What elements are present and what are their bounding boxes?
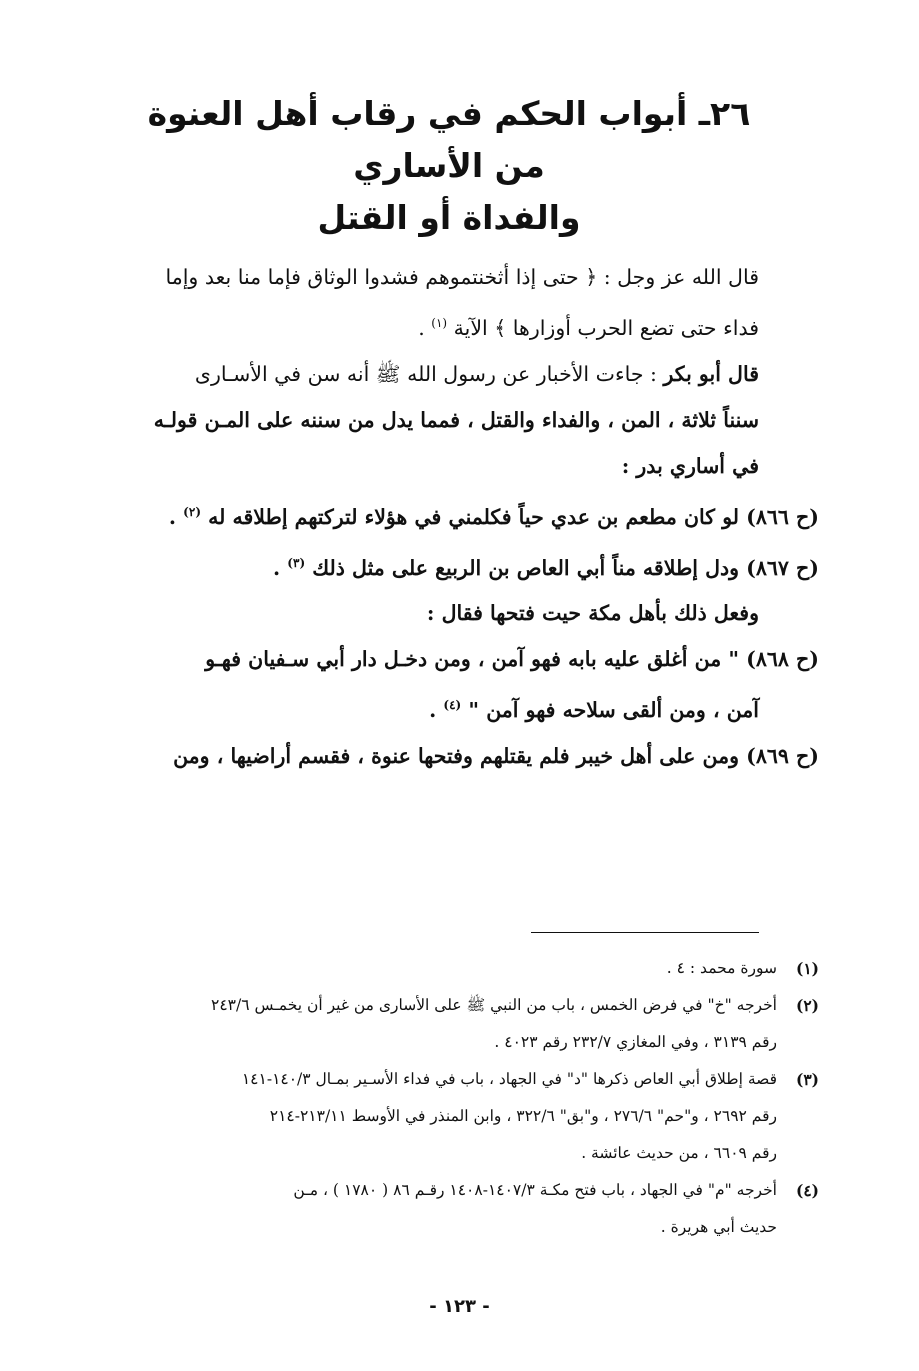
hadith-867-label: (ح ٨٦٧)	[746, 555, 819, 580]
footnote-4	[107, 1172, 819, 1246]
hadith-869-text: ومن على أهل خيبر فلم يقتلهم وفتحها عنوة ، فقسم أراضيها ، ومن	[173, 744, 747, 769]
hadith-867-end: .	[273, 555, 288, 580]
hadith-867	[119, 540, 819, 591]
footnote-number: (١)	[795, 959, 819, 978]
hadith-866-end: .	[168, 504, 184, 529]
hadith-869-label: (ح ٨٦٩)	[746, 744, 819, 769]
hadith-866-label: (ح ٨٦٦)	[746, 504, 819, 529]
hadith-866-text: لو كان مطعم بن عدي حياً فكلمني في هؤلاء لتركتهم إطلاقه له	[201, 504, 747, 529]
intro-line-2-end: .	[418, 315, 432, 340]
footnote-number: (٢)	[795, 996, 819, 1015]
footnote-number: (٤)	[795, 1181, 819, 1200]
footnote-3	[107, 1061, 819, 1172]
chapter-title	[129, 88, 769, 244]
footnote-line: أخرجه "م" في الجهاد ، باب فتح مكـة ١٤٠٧/٣-١٤٠٨ رقـم ٨٦ ( ١٧٨٠ ) ، مـن	[293, 1181, 777, 1199]
footnote-body	[107, 987, 777, 1061]
intro-line-2	[119, 300, 759, 351]
hadith-868-label: (ح ٨٦٨)	[746, 647, 819, 672]
main-text	[119, 254, 819, 779]
footnote-1	[107, 950, 819, 987]
hadith-868-text-2: آمن ، ومن ألقى سلاحه فهو آمن "	[461, 698, 759, 723]
hadith-868-line-2	[119, 682, 759, 733]
hadith-868-text-1: " من أغلق عليه بابه فهو آمن ، ومن دخـل دار أبي سـفيان فهـو	[205, 647, 747, 672]
abu-bakr-label: قال أبو بكر	[663, 361, 759, 386]
hadith-867-text: ودل إطلاقه مناً أبي العاص بن الربيع على مثل ذلك	[305, 555, 747, 580]
abu-bakr-line-3: في أساري بدر :	[621, 453, 759, 478]
footnote-line: رقم ٢٦٩٢ ، و"حم" ٢٧٦/٦ ، و"بق" ٣٢٢/٦ ، وابن المنذر في الأوسط ٢١٣/١١-٢١٤	[269, 1107, 777, 1125]
footnote-body	[107, 1172, 777, 1246]
hadith-868-line-1	[119, 636, 819, 682]
footnote-mark-1: (١)	[431, 316, 448, 330]
footnotes	[107, 950, 819, 1246]
footnote-body	[107, 1061, 777, 1172]
chapter-title-line-1: ٢٦ـ أبواب الحكم في رقاب أهل العنوة من الأساري	[147, 94, 751, 185]
footnote-mark-2: (٢)	[183, 504, 201, 519]
intro-line-2-text: فداء حتى تضع الحرب أوزارها ﴾ الآية	[453, 315, 759, 340]
footnote-2	[107, 987, 819, 1061]
abu-bakr-line-2: سنناً ثلاثة ، المن ، والفداء والقتل ، فمما يدل من سننه على المـن قولـه	[153, 407, 759, 432]
footnote-line: قصة إطلاق أبي العاص ذكرها "د" في الجهاد ، باب في فداء الأسـير بمـال ١٤٠/٣-١٤١	[241, 1070, 777, 1088]
footnote-mark-4: (٤)	[443, 698, 462, 713]
hadith-868-end: .	[429, 698, 444, 723]
page-number: - ١٢٣ -	[429, 1296, 490, 1317]
footnote-line: سورة محمد : ٤ .	[666, 959, 777, 977]
footnote-line: حديث أبي هريرة .	[660, 1218, 777, 1236]
footnote-line: رقم ٣١٣٩ ، وفي المغازي ٢٣٢/٧ رقم ٤٠٢٣ .	[494, 1033, 777, 1051]
makkah-line: وفعل ذلك بأهل مكة حيت فتحها فقال :	[426, 601, 759, 626]
intro-line-1: قال الله عز وجل : ﴿ حتى إذا أثخنتموهم فشدوا الوثاق فإما منا بعد وإما	[165, 265, 759, 289]
footnote-number: (٣)	[795, 1070, 819, 1089]
footnote-line: أخرجه "خ" في فرض الخمس ، باب من النبي ﷺ على الأسارى من غير أن يخمـس ٢٤٣/٦	[211, 996, 777, 1014]
abu-bakr-line-1	[119, 351, 759, 397]
chapter-title-line-2: والفداة أو القتل	[317, 198, 581, 237]
footnote-line: رقم ٦٦٠٩ ، من حديث عائشة .	[581, 1144, 777, 1162]
hadith-869	[119, 733, 819, 779]
abu-bakr-text-1: : جاءت الأخبار عن رسول الله ﷺ أنه سن في الأسـارى	[194, 361, 664, 386]
footnote-divider	[531, 932, 759, 933]
footnote-mark-3: (٣)	[287, 555, 306, 570]
footnote-body	[107, 950, 777, 987]
hadith-866	[119, 489, 819, 540]
